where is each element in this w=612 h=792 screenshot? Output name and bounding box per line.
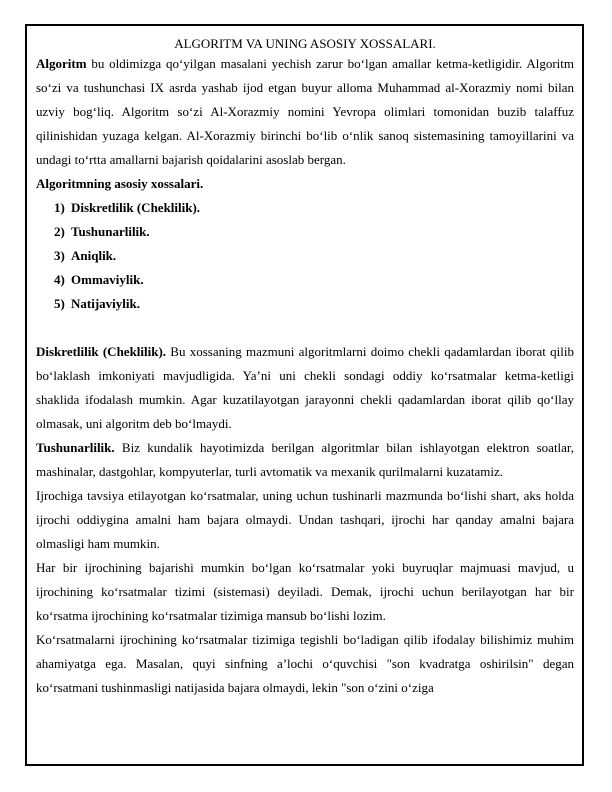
paragraph-instructions: Ijrochiga tavsiya etilayotgan ko‘rsatmalar, uning uchun tushinarli mazmunda bo‘lishi shart, aks holda ijrochi oddiygina amalni ham bajara olmaydi. Undan tashqari, ijrochi har qanday amalni bajara olmasligi ham mumkin.: [36, 488, 574, 551]
spacer: [36, 316, 574, 340]
list-item: [36, 220, 574, 244]
list-item-number: 1): [54, 200, 65, 215]
list-item-label: Aniqlik.: [71, 248, 117, 263]
document-body: [36, 36, 574, 700]
list-item: [36, 292, 574, 316]
intro-term: Algoritm: [36, 56, 87, 71]
properties-list: [36, 196, 574, 316]
discrete-term: Diskretlilik (Cheklilik).: [36, 344, 167, 359]
clarity-paragraph: [36, 436, 574, 484]
list-item-number: 5): [54, 296, 65, 311]
list-item-number: 3): [54, 248, 65, 263]
paragraph-expression: Ko‘rsatmalarni ijrochining ko‘rsatmalar tizimiga tegishli bo‘ladigan qilib ifodalay bilishimiz muhim ahamiyatga ega. Masalan, quyi sinfning a’lochi o‘quvchisi "son kvadratga oshirilsin" degan ko‘rsatmani tushinmasligi natijasida bajara olmaydi, lekin "son o‘zini o‘ziga: [36, 632, 574, 695]
list-item-number: 4): [54, 272, 65, 287]
clarity-text: Biz kundalik hayotimizda berilgan algoritmlar bilan ishlayotgan elektron soatlar, mashinalar, dastgohlar, kompyuterlar, turli avtomatik va mexanik qurilmalarni kuzatamiz.: [36, 440, 574, 479]
list-item: [36, 244, 574, 268]
clarity-term: Tushunarlilik.: [36, 440, 115, 455]
properties-heading: Algoritmning asosiy xossalari.: [36, 176, 204, 191]
list-item-number: 2): [54, 224, 65, 239]
list-item: [36, 196, 574, 220]
paragraph-command-system: Har bir ijrochining bajarishi mumkin bo‘lgan ko‘rsatmalar yoki buyruqlar majmuasi mavjud, u ijrochining ko‘rsatmalar tizimi (sistemasi) deyiladi. Demak, ijrochi uchun berilayotgan har bir ko‘rsatma ijrochining ko‘rsatmalar tizimiga mansub bo‘lishi lozim.: [36, 560, 574, 623]
document-title: ALGORITM VA UNING ASOSIY XOSSALARI.: [174, 36, 436, 51]
list-item: [36, 268, 574, 292]
discrete-text: Bu xossaning mazmuni algoritmlarni doimo chekli qadamlardan iborat qilib bo‘laklash imkoniyati mavjudligida. Ya’ni uni chekli sondagi oddiy ko‘rsatmalar ketma-ketligi shaklida ifodalash mumkin. Agar kuzatilayotgan jarayonni chekli qadamlardan iborat qilib qo‘llay olmasak, uni algoritm deb bo‘lmaydi.: [36, 344, 574, 431]
intro-paragraph: [36, 52, 574, 172]
list-item-label: Tushunarlilik.: [71, 224, 150, 239]
intro-text: bu oldimizga qo‘yilgan masalani yechish zarur bo‘lgan amallar ketma-ketligidir. Algoritm so‘zi va tushunchasi IX asrda yashab ijod etgan buyur alloma Muhammad al-Xorazmiy nomi bilan uzviy bog‘liq. Algoritm so‘zi Al-Xorazmiy nomini Yevropa olimlari tomonidan buzib talaffuz qilinishidan yuzaga kelgan. Al-Xorazmiy birinchi bo‘lib o‘nlik sanoq sistemasining tamoyillarini va undagi to‘rtta amallarni bajarish qoidalarini asoslab bergan.: [36, 56, 574, 167]
list-item-label: Ommaviylik.: [71, 272, 144, 287]
discrete-paragraph: [36, 340, 574, 436]
list-item-label: Diskretlilik (Cheklilik).: [71, 200, 201, 215]
list-item-label: Natijaviylik.: [71, 296, 140, 311]
